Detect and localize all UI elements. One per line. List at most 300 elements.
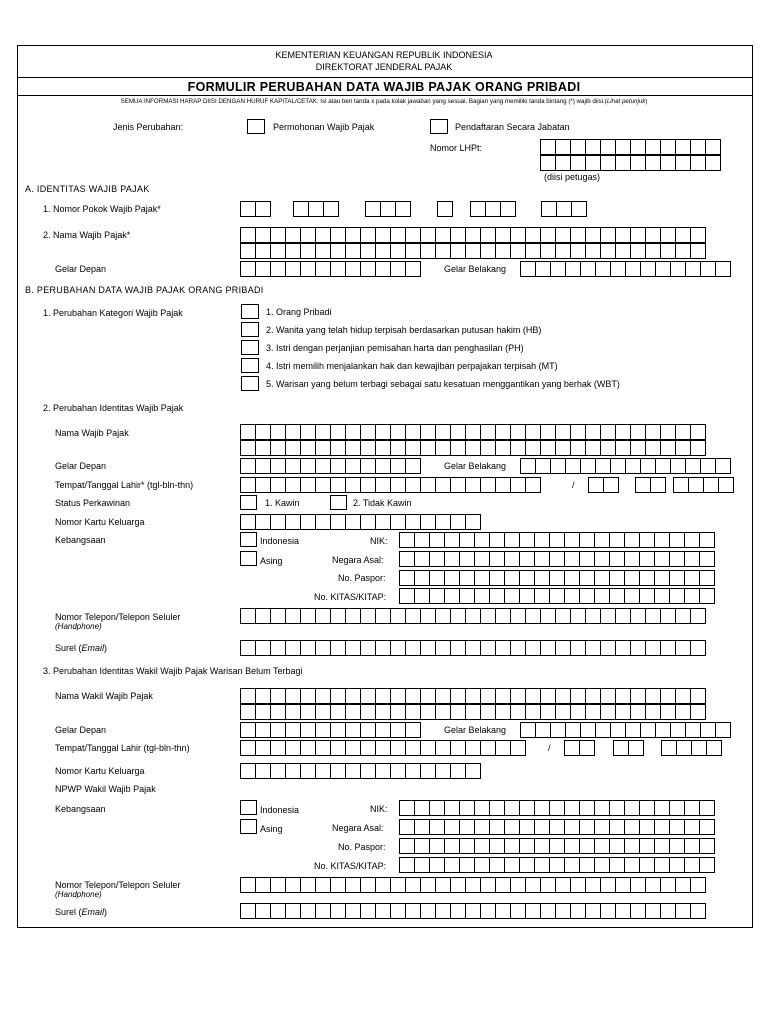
paspor-wakil-boxes[interactable] [399, 838, 714, 854]
char-box[interactable] [535, 722, 551, 738]
char-box[interactable] [615, 440, 631, 456]
char-box[interactable] [474, 819, 490, 835]
char-box[interactable] [465, 688, 481, 704]
char-box[interactable] [365, 201, 381, 217]
char-box[interactable] [555, 155, 571, 171]
char-box[interactable] [315, 477, 331, 493]
char-box[interactable] [399, 819, 415, 835]
lhpt-boxes-row1[interactable] [540, 139, 720, 155]
char-box[interactable] [534, 588, 550, 604]
char-box[interactable] [360, 424, 376, 440]
char-box[interactable] [594, 570, 610, 586]
char-box[interactable] [660, 227, 676, 243]
char-box[interactable] [330, 763, 346, 779]
char-box[interactable] [414, 551, 430, 567]
char-box[interactable] [495, 903, 511, 919]
char-box[interactable] [685, 261, 701, 277]
char-box[interactable] [661, 740, 677, 756]
char-box[interactable] [390, 903, 406, 919]
char-box[interactable] [285, 688, 301, 704]
char-box[interactable] [485, 201, 501, 217]
char-box[interactable] [675, 243, 691, 259]
char-box[interactable] [564, 588, 580, 604]
char-box[interactable] [315, 740, 331, 756]
char-box[interactable] [285, 640, 301, 656]
char-box[interactable] [660, 424, 676, 440]
char-box[interactable] [519, 532, 535, 548]
char-box[interactable] [669, 819, 685, 835]
char-box[interactable] [450, 903, 466, 919]
char-box[interactable] [390, 877, 406, 893]
char-box[interactable] [405, 458, 421, 474]
char-box[interactable] [510, 688, 526, 704]
char-box[interactable] [345, 440, 361, 456]
char-box[interactable] [655, 261, 671, 277]
char-box[interactable] [240, 763, 256, 779]
char-box[interactable] [240, 440, 256, 456]
char-box[interactable] [690, 903, 706, 919]
char-box[interactable] [255, 608, 271, 624]
char-box[interactable] [655, 458, 671, 474]
char-box[interactable] [390, 514, 406, 530]
char-box[interactable] [600, 424, 616, 440]
char-box[interactable] [540, 640, 556, 656]
char-box[interactable] [534, 819, 550, 835]
nama-wp-b-row1[interactable] [240, 424, 705, 440]
char-box[interactable] [585, 608, 601, 624]
char-box[interactable] [270, 261, 286, 277]
char-box[interactable] [405, 903, 421, 919]
char-box[interactable] [594, 800, 610, 816]
char-box[interactable] [390, 243, 406, 259]
char-box[interactable] [690, 243, 706, 259]
char-box[interactable] [315, 704, 331, 720]
char-box[interactable] [615, 877, 631, 893]
char-box[interactable] [510, 877, 526, 893]
char-box[interactable] [459, 819, 475, 835]
char-box[interactable] [570, 688, 586, 704]
char-box[interactable] [255, 440, 271, 456]
char-box[interactable] [519, 551, 535, 567]
surel-boxes[interactable] [240, 640, 705, 656]
char-box[interactable] [684, 570, 700, 586]
char-box[interactable] [510, 704, 526, 720]
char-box[interactable] [330, 227, 346, 243]
char-box[interactable] [300, 704, 316, 720]
char-box[interactable] [405, 440, 421, 456]
char-box[interactable] [405, 722, 421, 738]
char-box[interactable] [510, 608, 526, 624]
gelar-depan-wakil-boxes[interactable] [240, 722, 420, 738]
char-box[interactable] [660, 139, 676, 155]
char-box[interactable] [255, 477, 271, 493]
char-box[interactable] [330, 704, 346, 720]
char-box[interactable] [519, 857, 535, 873]
char-box[interactable] [600, 903, 616, 919]
char-box[interactable] [414, 570, 430, 586]
char-box[interactable] [610, 722, 626, 738]
char-box[interactable] [579, 819, 595, 835]
char-box[interactable] [660, 440, 676, 456]
char-box[interactable] [330, 477, 346, 493]
char-box[interactable] [534, 857, 550, 873]
char-box[interactable] [285, 514, 301, 530]
char-box[interactable] [630, 877, 646, 893]
char-box[interactable] [549, 857, 565, 873]
char-box[interactable] [540, 440, 556, 456]
char-box[interactable] [549, 588, 565, 604]
char-box[interactable] [285, 243, 301, 259]
char-box[interactable] [414, 532, 430, 548]
char-box[interactable] [390, 440, 406, 456]
char-box[interactable] [670, 722, 686, 738]
char-box[interactable] [360, 261, 376, 277]
char-box[interactable] [405, 261, 421, 277]
char-box[interactable] [549, 819, 565, 835]
char-box[interactable] [450, 477, 466, 493]
char-box[interactable] [519, 838, 535, 854]
char-box[interactable] [360, 458, 376, 474]
char-box[interactable] [435, 763, 451, 779]
char-box[interactable] [690, 227, 706, 243]
char-box[interactable] [579, 588, 595, 604]
char-box[interactable] [399, 800, 415, 816]
char-box[interactable] [500, 201, 516, 217]
char-box[interactable] [285, 722, 301, 738]
char-box[interactable] [345, 722, 361, 738]
char-box[interactable] [270, 608, 286, 624]
char-box[interactable] [495, 608, 511, 624]
char-box[interactable] [375, 227, 391, 243]
char-box[interactable] [489, 800, 505, 816]
char-box[interactable] [444, 800, 460, 816]
char-box[interactable] [699, 838, 715, 854]
char-box[interactable] [540, 227, 556, 243]
char-box[interactable] [585, 688, 601, 704]
char-box[interactable] [570, 155, 586, 171]
char-box[interactable] [564, 819, 580, 835]
char-box[interactable] [595, 261, 611, 277]
char-box[interactable] [715, 722, 731, 738]
char-box[interactable] [669, 551, 685, 567]
char-box[interactable] [345, 477, 361, 493]
char-box[interactable] [480, 688, 496, 704]
char-box[interactable] [510, 243, 526, 259]
char-box[interactable] [675, 227, 691, 243]
char-box[interactable] [691, 740, 707, 756]
char-box[interactable] [555, 440, 571, 456]
char-box[interactable] [645, 877, 661, 893]
char-box[interactable] [600, 608, 616, 624]
char-box[interactable] [420, 477, 436, 493]
char-box[interactable] [600, 155, 616, 171]
char-box[interactable] [673, 477, 689, 493]
char-box[interactable] [615, 227, 631, 243]
char-box[interactable] [609, 570, 625, 586]
char-box[interactable] [610, 458, 626, 474]
char-box[interactable] [588, 477, 604, 493]
char-box[interactable] [690, 877, 706, 893]
char-box[interactable] [718, 477, 734, 493]
char-box[interactable] [420, 740, 436, 756]
char-box[interactable] [624, 857, 640, 873]
char-box[interactable] [375, 763, 391, 779]
char-box[interactable] [330, 261, 346, 277]
char-box[interactable] [444, 857, 460, 873]
char-box[interactable] [504, 551, 520, 567]
char-box[interactable] [504, 838, 520, 854]
char-box[interactable] [489, 570, 505, 586]
char-box[interactable] [450, 424, 466, 440]
char-box[interactable] [330, 458, 346, 474]
char-box[interactable] [670, 261, 686, 277]
char-box[interactable] [330, 514, 346, 530]
char-box[interactable] [240, 477, 256, 493]
char-box[interactable] [465, 877, 481, 893]
char-box[interactable] [650, 477, 666, 493]
gelar-belakang-boxes[interactable] [520, 261, 730, 277]
char-box[interactable] [660, 640, 676, 656]
char-box[interactable] [699, 800, 715, 816]
char-box[interactable] [700, 458, 716, 474]
char-box[interactable] [705, 155, 721, 171]
char-box[interactable] [645, 227, 661, 243]
char-box[interactable] [420, 763, 436, 779]
char-box[interactable] [535, 458, 551, 474]
char-box[interactable] [465, 903, 481, 919]
char-box[interactable] [570, 608, 586, 624]
char-box[interactable] [660, 243, 676, 259]
char-box[interactable] [675, 877, 691, 893]
char-box[interactable] [470, 201, 486, 217]
char-box[interactable] [660, 903, 676, 919]
char-box[interactable] [564, 551, 580, 567]
char-box[interactable] [360, 640, 376, 656]
char-box[interactable] [615, 139, 631, 155]
char-box[interactable] [609, 819, 625, 835]
char-box[interactable] [315, 877, 331, 893]
char-box[interactable] [270, 227, 286, 243]
char-box[interactable] [300, 261, 316, 277]
char-box[interactable] [420, 877, 436, 893]
char-box[interactable] [405, 243, 421, 259]
char-box[interactable] [715, 458, 731, 474]
gelar-belakang-b-boxes[interactable] [520, 458, 730, 474]
char-box[interactable] [504, 570, 520, 586]
kitas-boxes[interactable] [399, 588, 714, 604]
char-box[interactable] [534, 551, 550, 567]
negara-asal-boxes[interactable] [399, 551, 714, 567]
char-box[interactable] [580, 458, 596, 474]
char-box[interactable] [375, 458, 391, 474]
char-box[interactable] [669, 588, 685, 604]
char-box[interactable] [315, 424, 331, 440]
char-box[interactable] [444, 588, 460, 604]
telepon-wakil-boxes[interactable] [240, 877, 705, 893]
char-box[interactable] [345, 458, 361, 474]
char-box[interactable] [615, 155, 631, 171]
char-box[interactable] [465, 514, 481, 530]
char-box[interactable] [435, 227, 451, 243]
char-box[interactable] [285, 903, 301, 919]
char-box[interactable] [585, 155, 601, 171]
char-box[interactable] [610, 261, 626, 277]
char-box[interactable] [429, 800, 445, 816]
char-box[interactable] [624, 588, 640, 604]
bln-wakil-boxes[interactable] [613, 740, 643, 756]
char-box[interactable] [414, 838, 430, 854]
char-box[interactable] [628, 740, 644, 756]
char-box[interactable] [480, 243, 496, 259]
char-box[interactable] [240, 740, 256, 756]
char-box[interactable] [435, 424, 451, 440]
char-box[interactable] [654, 838, 670, 854]
char-box[interactable] [285, 763, 301, 779]
char-box[interactable] [330, 424, 346, 440]
char-box[interactable] [565, 458, 581, 474]
char-box[interactable] [375, 261, 391, 277]
char-box[interactable] [570, 903, 586, 919]
npwp-group-4[interactable] [437, 201, 452, 217]
char-box[interactable] [585, 424, 601, 440]
char-box[interactable] [510, 477, 526, 493]
char-box[interactable] [495, 640, 511, 656]
char-box[interactable] [285, 608, 301, 624]
char-box[interactable] [615, 243, 631, 259]
char-box[interactable] [615, 608, 631, 624]
char-box[interactable] [474, 838, 490, 854]
char-box[interactable] [270, 877, 286, 893]
char-box[interactable] [459, 570, 475, 586]
char-box[interactable] [345, 704, 361, 720]
char-box[interactable] [300, 763, 316, 779]
npwp-group-6[interactable] [541, 201, 586, 217]
char-box[interactable] [549, 532, 565, 548]
char-box[interactable] [534, 570, 550, 586]
npwp-group-5[interactable] [470, 201, 515, 217]
char-box[interactable] [375, 243, 391, 259]
char-box[interactable] [690, 704, 706, 720]
char-box[interactable] [555, 243, 571, 259]
char-box[interactable] [429, 532, 445, 548]
char-box[interactable] [293, 201, 309, 217]
char-box[interactable] [700, 261, 716, 277]
char-box[interactable] [300, 477, 316, 493]
char-box[interactable] [595, 722, 611, 738]
char-box[interactable] [375, 688, 391, 704]
char-box[interactable] [360, 688, 376, 704]
char-box[interactable] [564, 532, 580, 548]
char-box[interactable] [240, 640, 256, 656]
npwp-group-3[interactable] [365, 201, 410, 217]
char-box[interactable] [285, 261, 301, 277]
char-box[interactable] [330, 877, 346, 893]
char-box[interactable] [270, 688, 286, 704]
char-box[interactable] [654, 819, 670, 835]
npwp-group-2[interactable] [293, 201, 338, 217]
char-box[interactable] [420, 640, 436, 656]
char-box[interactable] [555, 424, 571, 440]
char-box[interactable] [270, 477, 286, 493]
char-box[interactable] [375, 740, 391, 756]
char-box[interactable] [240, 201, 256, 217]
char-box[interactable] [540, 704, 556, 720]
char-box[interactable] [564, 570, 580, 586]
char-box[interactable] [600, 640, 616, 656]
char-box[interactable] [459, 838, 475, 854]
char-box[interactable] [630, 440, 646, 456]
char-box[interactable] [375, 514, 391, 530]
char-box[interactable] [444, 819, 460, 835]
char-box[interactable] [480, 477, 496, 493]
char-box[interactable] [285, 227, 301, 243]
char-box[interactable] [240, 243, 256, 259]
char-box[interactable] [685, 458, 701, 474]
char-box[interactable] [315, 688, 331, 704]
char-box[interactable] [615, 424, 631, 440]
char-box[interactable] [450, 440, 466, 456]
char-box[interactable] [405, 877, 421, 893]
char-box[interactable] [525, 243, 541, 259]
char-box[interactable] [240, 722, 256, 738]
kategori-checkbox-3[interactable] [241, 340, 259, 355]
char-box[interactable] [435, 740, 451, 756]
char-box[interactable] [405, 608, 421, 624]
char-box[interactable] [380, 201, 396, 217]
char-box[interactable] [330, 903, 346, 919]
char-box[interactable] [535, 261, 551, 277]
char-box[interactable] [540, 877, 556, 893]
char-box[interactable] [615, 640, 631, 656]
char-box[interactable] [315, 763, 331, 779]
char-box[interactable] [555, 704, 571, 720]
char-box[interactable] [315, 640, 331, 656]
char-box[interactable] [624, 551, 640, 567]
char-box[interactable] [285, 740, 301, 756]
char-box[interactable] [609, 800, 625, 816]
char-box[interactable] [315, 903, 331, 919]
char-box[interactable] [699, 532, 715, 548]
char-box[interactable] [255, 877, 271, 893]
char-box[interactable] [639, 570, 655, 586]
char-box[interactable] [255, 903, 271, 919]
char-box[interactable] [465, 227, 481, 243]
char-box[interactable] [465, 640, 481, 656]
char-box[interactable] [615, 903, 631, 919]
char-box[interactable] [345, 243, 361, 259]
indonesia-wakil-checkbox[interactable] [240, 800, 257, 815]
char-box[interactable] [390, 261, 406, 277]
char-box[interactable] [669, 570, 685, 586]
char-box[interactable] [684, 857, 700, 873]
char-box[interactable] [399, 551, 415, 567]
char-box[interactable] [270, 903, 286, 919]
char-box[interactable] [570, 877, 586, 893]
char-box[interactable] [675, 903, 691, 919]
char-box[interactable] [541, 201, 557, 217]
char-box[interactable] [450, 877, 466, 893]
char-box[interactable] [549, 838, 565, 854]
pendaftaran-jabatan-checkbox[interactable] [430, 119, 448, 134]
char-box[interactable] [480, 903, 496, 919]
char-box[interactable] [414, 819, 430, 835]
char-box[interactable] [699, 857, 715, 873]
char-box[interactable] [534, 800, 550, 816]
char-box[interactable] [360, 704, 376, 720]
char-box[interactable] [345, 261, 361, 277]
char-box[interactable] [465, 704, 481, 720]
char-box[interactable] [480, 424, 496, 440]
